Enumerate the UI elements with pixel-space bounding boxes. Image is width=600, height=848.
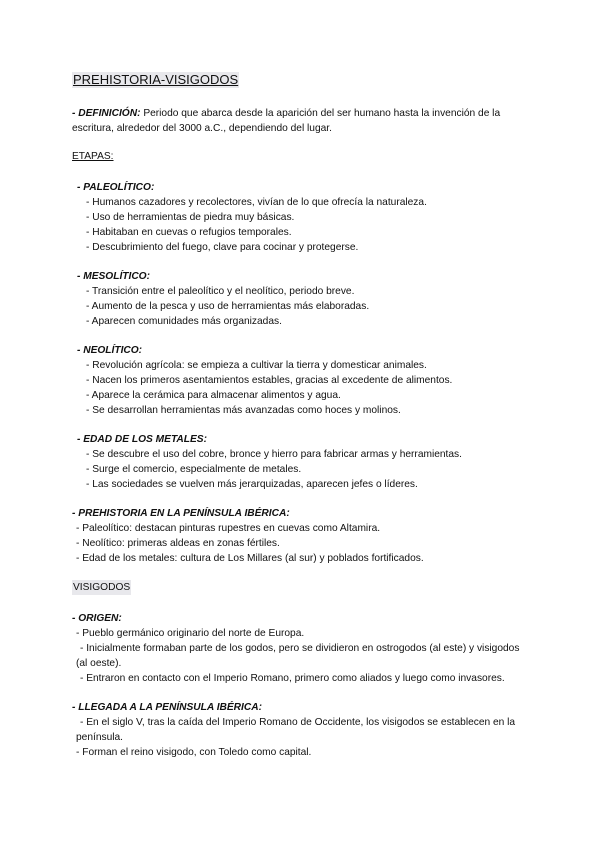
neolitico-section [72, 343, 528, 418]
list-item-text: - Inicialmente formaban parte de los godos, pero se dividieron en ostrogodos (al este) y visigodos (al oeste). [76, 643, 520, 669]
metales-title: - EDAD DE LOS METALES: [77, 434, 207, 445]
metales-section [72, 432, 528, 492]
list-item: - Se desarrollan herramientas más avanzadas como hoces y molinos. [86, 405, 401, 416]
list-item: - Paleolítico: destacan pinturas rupestres en cuevas como Altamira. [76, 523, 381, 534]
visigodos-heading: VISIGODOS [73, 582, 131, 593]
origen-section [72, 611, 528, 686]
definition-label: - DEFINICIÓN: [72, 108, 141, 119]
list-item: - Nacen los primeros asentamientos estables, gracias al excedente de alimentos. [86, 375, 453, 386]
list-item: - Humanos cazadores y recolectores, vivían de lo que ofrecía la naturaleza. [86, 197, 427, 208]
list-item: - Uso de herramientas de piedra muy básicas. [86, 212, 295, 223]
document-page [72, 72, 528, 774]
peninsula-section [72, 506, 528, 566]
list-item: - Se descubre el uso del cobre, bronce y hierro para fabricar armas y herramientas. [86, 449, 462, 460]
mesolitico-title: - MESOLÍTICO: [77, 271, 151, 282]
mesolitico-section [72, 269, 528, 329]
paleolitico-section [72, 180, 528, 255]
peninsula-title: - PREHISTORIA EN LA PENÍNSULA IBÉRICA: [72, 508, 290, 519]
document-title: PREHISTORIA-VISIGODOS [73, 72, 239, 87]
list-item: - Habitaban en cuevas o refugios temporales. [86, 227, 292, 238]
list-item-text: - En el siglo V, tras la caída del Imperio Romano de Occidente, los visigodos se establecen en la península. [76, 717, 516, 743]
etapas-heading: ETAPAS: [72, 151, 114, 162]
list-item [72, 671, 528, 686]
list-item: - Surge el comercio, especialmente de metales. [86, 464, 302, 475]
definition-paragraph [72, 106, 528, 136]
list-item: - Aparece la cerámica para almacenar alimentos y agua. [86, 390, 341, 401]
list-item [72, 715, 528, 745]
paleolitico-title: - PALEOLÍTICO: [77, 182, 155, 193]
list-item [72, 641, 528, 671]
list-item: - Descubrimiento del fuego, clave para cocinar y protegerse. [86, 242, 359, 253]
list-item: - Aparecen comunidades más organizadas. [86, 316, 282, 327]
list-item: - Forman el reino visigodo, con Toledo como capital. [76, 747, 312, 758]
list-item: - Neolítico: primeras aldeas en zonas fértiles. [76, 538, 280, 549]
list-item: - Transición entre el paleolítico y el neolítico, periodo breve. [86, 286, 355, 297]
list-item: - Edad de los metales: cultura de Los Millares (al sur) y poblados fortificados. [76, 553, 424, 564]
list-item: - Las sociedades se vuelven más jerarquizadas, aparecen jefes o líderes. [86, 479, 418, 490]
list-item: - Pueblo germánico originario del norte de Europa. [76, 628, 305, 639]
llegada-section [72, 700, 528, 760]
list-item-text: - Entraron en contacto con el Imperio Romano, primero como aliados y luego como invasores. [80, 673, 505, 684]
origen-title: - ORIGEN: [72, 613, 122, 624]
definition-text: Periodo que abarca desde la aparición del ser humano hasta la invención de la escritura, alrededor del 3000 a.C., dependiendo del lugar. [72, 108, 501, 134]
list-item: - Revolución agrícola: se empieza a cultivar la tierra y domesticar animales. [86, 360, 427, 371]
llegada-title: - LLEGADA A LA PENÍNSULA IBÉRICA: [72, 702, 262, 713]
list-item: - Aumento de la pesca y uso de herramientas más elaboradas. [86, 301, 370, 312]
neolitico-title: - NEOLÍTICO: [77, 345, 143, 356]
